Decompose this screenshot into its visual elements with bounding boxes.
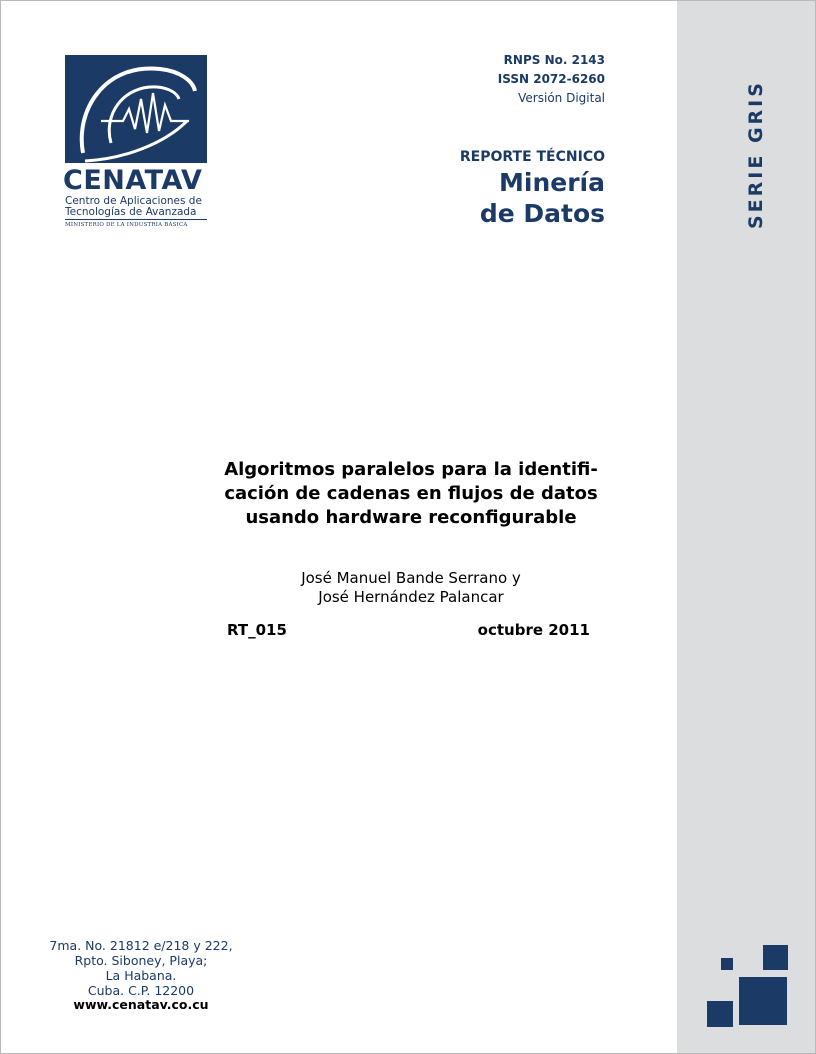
address-line-1: 7ma. No. 21812 e/218 y 222,	[49, 938, 233, 953]
signal-wave-icon	[65, 55, 207, 163]
logo-divider	[65, 219, 207, 220]
report-type: REPORTE TÉCNICO	[459, 149, 605, 165]
cenatav-logo	[65, 55, 207, 163]
author-line-2: José Hernández Palancar	[318, 588, 504, 606]
logo-name: CENATAV	[63, 165, 203, 196]
series-title-line-1: Minería	[499, 168, 605, 197]
version-label: Versión Digital	[518, 91, 605, 105]
address-line-3: La Habana.	[105, 968, 177, 983]
series-title-line-2: de Datos	[479, 199, 605, 228]
rnps-number: RNPS No. 2143	[503, 53, 605, 67]
logo-subtitle-2: Tecnologías de Avanzada	[65, 206, 197, 218]
series-title	[480, 167, 605, 229]
document-title-line-2: cación de cadenas en flujos de datos	[224, 483, 598, 504]
logo-ministry: MINISTERIO DE LA INDUSTRIA BÁSICA	[65, 222, 188, 228]
publication-meta	[498, 51, 605, 108]
document-title-line-3: usando hardware reconfigurable	[245, 507, 577, 528]
logo-subtitle-1: Centro de Aplicaciones de	[65, 195, 202, 207]
report-code: RT_015	[227, 621, 287, 639]
issn-number: ISSN 2072-6260	[497, 72, 605, 86]
document-title-line-1: Algoritmos paralelos para la identifi-	[224, 459, 598, 480]
address-line-4: Cuba. C.P. 12200	[87, 983, 195, 998]
series-label: SERIE GRIS	[745, 80, 767, 229]
website-link[interactable]: www.cenatav.co.cu	[73, 997, 209, 1012]
author-line-1: José Manuel Bande Serrano y	[301, 569, 521, 587]
report-date: octubre 2011	[477, 621, 590, 639]
address-line-2: Rpto. Siboney, Playa;	[74, 953, 208, 968]
